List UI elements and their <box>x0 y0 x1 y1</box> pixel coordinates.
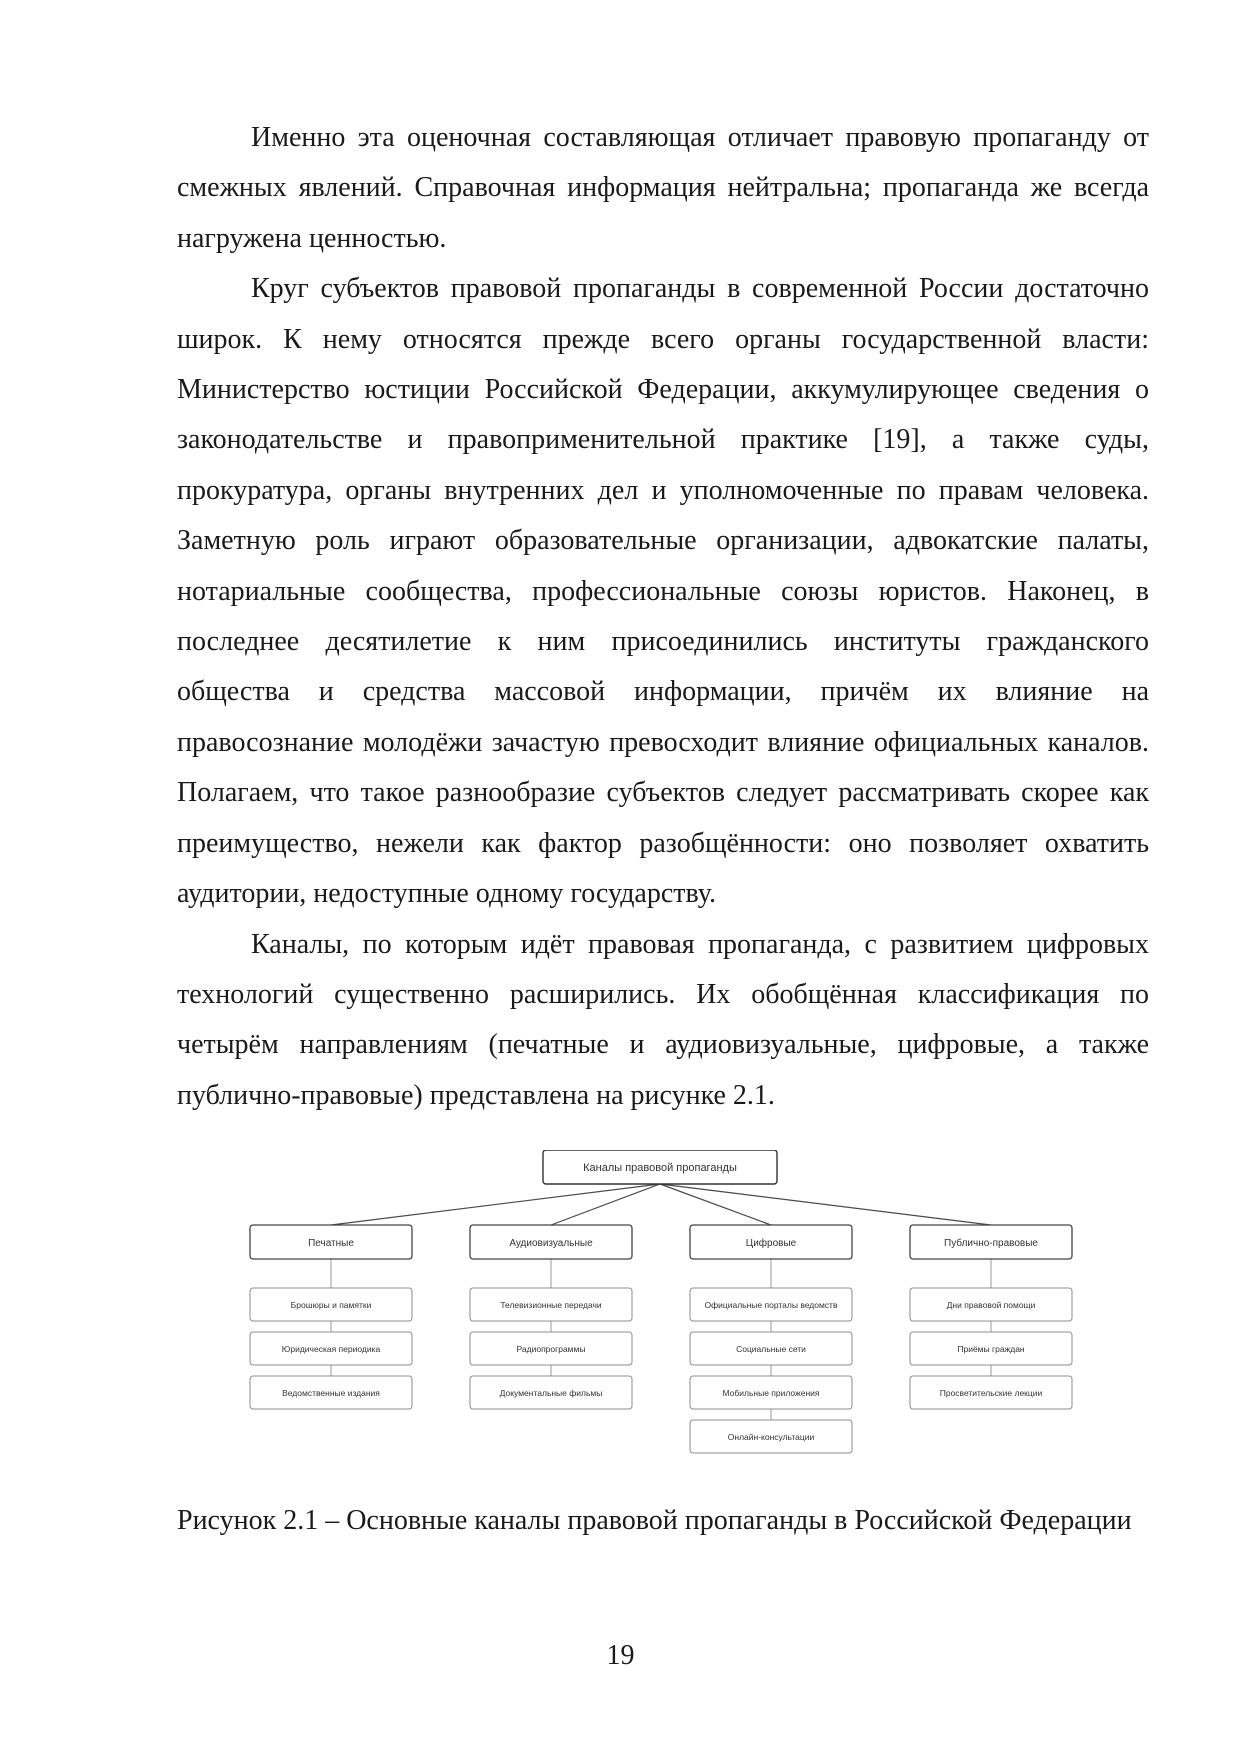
diagram-category-node <box>910 1225 1072 1259</box>
diagram-item-label: Дни правовой помощи <box>946 1300 1036 1310</box>
paragraph-3: Каналы, по которым идёт правовая пропаганда, с развитием цифровых технологий существенно расширились. Их обобщённая классификация по четырём направлениям (печатные и аудиовизуальные, цифровые, а также публично-правовые) представлена на рисунке 2.1. <box>177 928 1149 1111</box>
figure-caption: Рисунок 2.1 – Основные каналы правовой пропаганды в Российской Федерации <box>177 1505 1132 1536</box>
diagram-item-node <box>910 1332 1072 1365</box>
channels-diagram <box>247 1150 1083 1465</box>
diagram-item-label: Телевизионные передачи <box>500 1300 602 1310</box>
diagram-item-label: Юридическая периодика <box>281 1344 381 1354</box>
paragraph-2: Круг субъектов правовой пропаганды в современной России достаточно широк. К нему относятся прежде всего органы государственной власти: Министерство юстиции Российской Федерации, аккумулирующее сведения о законодательстве и правоприменительной практике [19], а также суды, прокуратура, органы внутренних дел и уполномоченные по правам человека. Заметную роль играют образовательные организации, адвокатские палаты, нотариальные сообщества, профессиональные союзы юристов. Наконец, в последнее десятилетие к ним присоединились институты гражданского общества и средства массовой информации, причём их влияние на правосознание молодёжи зачастую превосходит влияние официальных каналов. Полагаем, что такое разнообразие субъектов следует рассматривать скорее как преимущество, нежели как фактор разобщённости: оно позволяет охватить аудитории, недоступные одному государству. <box>177 273 1149 910</box>
figure-channels-diagram <box>247 1150 1083 1465</box>
diagram-item-node <box>910 1376 1072 1409</box>
diagram-item-label: Просветительские лекции <box>939 1388 1043 1398</box>
connector-root-2 <box>551 1184 660 1225</box>
diagram-item-label: Мобильные приложения <box>722 1388 820 1398</box>
diagram-item-node <box>690 1288 852 1321</box>
diagram-item-node <box>250 1332 412 1365</box>
diagram-item-node <box>250 1376 412 1409</box>
diagram-item-label: Социальные сети <box>736 1344 806 1354</box>
diagram-root-node <box>543 1150 777 1184</box>
diagram-item-label: Ведомственные издания <box>282 1388 380 1398</box>
diagram-item-node <box>470 1332 632 1365</box>
diagram-item-label: Документальные фильмы <box>499 1388 603 1398</box>
connector-root-3 <box>660 1184 771 1225</box>
diagram-item-node <box>910 1288 1072 1321</box>
diagram-category-label: Аудиовизуальные <box>509 1238 593 1249</box>
page-number: 19 <box>606 1640 635 1671</box>
diagram-category-label: Печатные <box>308 1238 354 1249</box>
diagram-item-node <box>470 1376 632 1409</box>
diagram-category-label: Публично-правовые <box>944 1238 1038 1249</box>
diagram-item-node <box>690 1420 852 1453</box>
body-text <box>177 113 1149 1121</box>
diagram-item-node <box>250 1288 412 1321</box>
connector-root-4 <box>660 1184 991 1225</box>
diagram-item-label: Радиопрограммы <box>516 1344 586 1354</box>
diagram-root-label: Каналы правовой пропаганды <box>583 1162 737 1174</box>
connector-root-1 <box>331 1184 660 1225</box>
diagram-item-label: Официальные порталы ведомств <box>704 1300 838 1310</box>
diagram-category-node <box>690 1225 852 1259</box>
diagram-category-label: Цифровые <box>745 1238 797 1249</box>
diagram-item-label: Приёмы граждан <box>957 1344 1025 1354</box>
diagram-item-node <box>690 1332 852 1365</box>
diagram-item-label: Онлайн-консультации <box>727 1432 815 1442</box>
diagram-item-node <box>690 1376 852 1409</box>
diagram-category-node <box>470 1225 632 1259</box>
diagram-item-node <box>470 1288 632 1321</box>
paragraph-1: Именно эта оценочная составляющая отличает правовую пропаганду от смежных явлений. Справочная информация нейтральна; пропаганда же всегда нагружена ценностью. <box>177 122 1149 254</box>
diagram-category-node <box>250 1225 412 1259</box>
diagram-item-label: Брошюры и памятки <box>290 1300 372 1310</box>
